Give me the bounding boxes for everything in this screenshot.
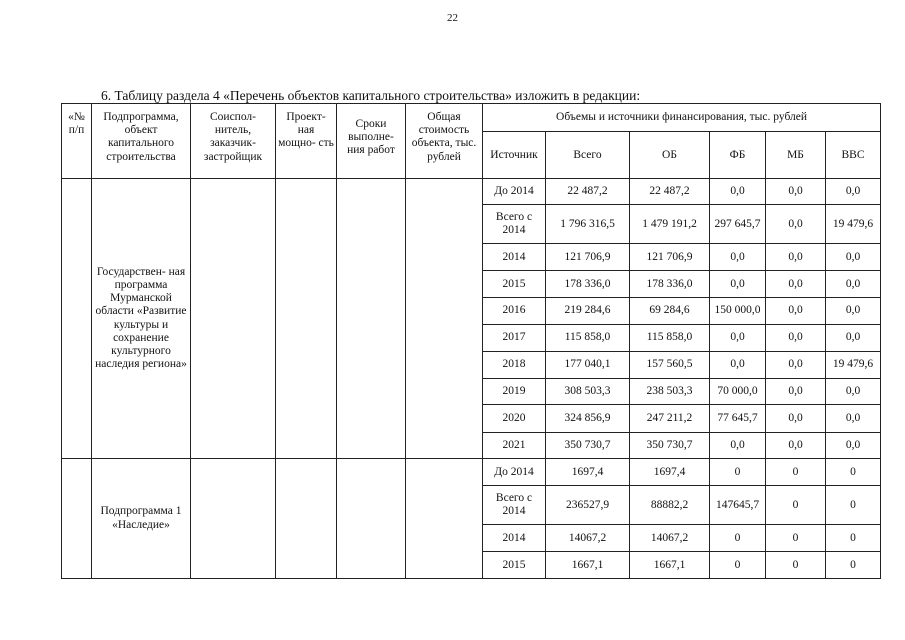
cell-fb: 0 <box>710 459 766 486</box>
cell-all: 121 706,9 <box>546 244 630 271</box>
header-capacity: Проект- ная мощно- сть <box>276 104 337 179</box>
cell-ob: 14067,2 <box>630 525 710 552</box>
cell-fb: 0,0 <box>710 432 766 458</box>
cell-fb: 70 000,0 <box>710 378 766 404</box>
header-total-cost: Общая стоимость объекта, тыс. рублей <box>406 104 483 179</box>
cell-source: 2014 <box>483 244 546 271</box>
cell-mb: 0,0 <box>766 297 826 324</box>
table-row <box>62 179 881 205</box>
cell-fb: 77 645,7 <box>710 405 766 432</box>
cell-source: 2015 <box>483 552 546 579</box>
cell-mb: 0 <box>766 486 826 525</box>
cell-ob: 121 706,9 <box>630 244 710 271</box>
cell-ob: 350 730,7 <box>630 432 710 458</box>
group-capacity-cell <box>276 179 337 459</box>
group-terms-cell <box>337 459 406 579</box>
cell-fb: 297 645,7 <box>710 205 766 244</box>
group-name: Подпрограмма 1 «Наследие» <box>92 459 191 579</box>
group-total-cost-cell <box>406 459 483 579</box>
cell-mb: 0,0 <box>766 244 826 271</box>
cell-vvs: 0 <box>826 486 881 525</box>
group-capacity-cell <box>276 459 337 579</box>
cell-mb: 0,0 <box>766 179 826 205</box>
group-executor-cell <box>191 179 276 459</box>
cell-vvs: 19 479,6 <box>826 351 881 378</box>
cell-vvs: 0,0 <box>826 378 881 404</box>
cell-source: 2015 <box>483 271 546 297</box>
cell-all: 22 487,2 <box>546 179 630 205</box>
cell-mb: 0,0 <box>766 325 826 351</box>
cell-vvs: 0 <box>826 552 881 579</box>
cell-ob: 238 503,3 <box>630 378 710 404</box>
cell-fb: 0,0 <box>710 271 766 297</box>
cell-all: 14067,2 <box>546 525 630 552</box>
cell-vvs: 0 <box>826 459 881 486</box>
cell-source: 2014 <box>483 525 546 552</box>
cell-all: 236527,9 <box>546 486 630 525</box>
cell-all: 219 284,6 <box>546 297 630 324</box>
cell-source: 2020 <box>483 405 546 432</box>
cell-all: 308 503,3 <box>546 378 630 404</box>
cell-vvs: 0,0 <box>826 297 881 324</box>
cell-ob: 247 211,2 <box>630 405 710 432</box>
header-num: «№ п/п <box>62 104 92 179</box>
cell-source: 2018 <box>483 351 546 378</box>
cell-source: До 2014 <box>483 179 546 205</box>
cell-vvs: 19 479,6 <box>826 205 881 244</box>
cell-ob: 157 560,5 <box>630 351 710 378</box>
group-name: Государствен- ная программа Мурманской области «Развитие культуры и сохранение культурного наследия региона» <box>92 179 191 459</box>
header-all: Всего <box>546 132 630 179</box>
cell-vvs: 0,0 <box>826 432 881 458</box>
cell-mb: 0,0 <box>766 405 826 432</box>
cell-mb: 0,0 <box>766 378 826 404</box>
table-row <box>62 459 881 486</box>
cell-vvs: 0,0 <box>826 325 881 351</box>
group-number-cell <box>62 179 92 459</box>
cell-all: 178 336,0 <box>546 271 630 297</box>
cell-source: До 2014 <box>483 459 546 486</box>
group-number-cell <box>62 459 92 579</box>
header-mb: МБ <box>766 132 826 179</box>
cell-vvs: 0,0 <box>826 405 881 432</box>
page-number: 22 <box>447 12 458 24</box>
cell-ob: 22 487,2 <box>630 179 710 205</box>
cell-mb: 0 <box>766 459 826 486</box>
header-ob: ОБ <box>630 132 710 179</box>
cell-fb: 147645,7 <box>710 486 766 525</box>
header-source: Источник <box>483 132 546 179</box>
cell-source: 2021 <box>483 432 546 458</box>
cell-mb: 0 <box>766 552 826 579</box>
capital-construction-table <box>61 103 881 579</box>
cell-source: Всего с 2014 <box>483 205 546 244</box>
cell-vvs: 0,0 <box>826 271 881 297</box>
group-executor-cell <box>191 459 276 579</box>
cell-ob: 115 858,0 <box>630 325 710 351</box>
cell-source: 2017 <box>483 325 546 351</box>
cell-source: 2016 <box>483 297 546 324</box>
cell-all: 350 730,7 <box>546 432 630 458</box>
cell-fb: 0 <box>710 552 766 579</box>
cell-all: 1 796 316,5 <box>546 205 630 244</box>
cell-ob: 1697,4 <box>630 459 710 486</box>
cell-fb: 0 <box>710 525 766 552</box>
header-executor: Соиспол- нитель, заказчик- застройщик <box>191 104 276 179</box>
cell-ob: 88882,2 <box>630 486 710 525</box>
cell-fb: 0,0 <box>710 244 766 271</box>
cell-fb: 0,0 <box>710 351 766 378</box>
cell-vvs: 0,0 <box>826 179 881 205</box>
cell-all: 177 040,1 <box>546 351 630 378</box>
cell-fb: 150 000,0 <box>710 297 766 324</box>
header-terms: Сроки выполне- ния работ <box>337 104 406 179</box>
cell-ob: 178 336,0 <box>630 271 710 297</box>
cell-source: Всего с 2014 <box>483 486 546 525</box>
cell-fb: 0,0 <box>710 179 766 205</box>
cell-mb: 0,0 <box>766 351 826 378</box>
cell-source: 2019 <box>483 378 546 404</box>
cell-mb: 0 <box>766 525 826 552</box>
cell-all: 1697,4 <box>546 459 630 486</box>
header-program: Подпрограмма, объект капитального строительства <box>92 104 191 179</box>
cell-all: 115 858,0 <box>546 325 630 351</box>
header-financing: Объемы и источники финансирования, тыс. рублей <box>483 104 881 132</box>
header-fb: ФБ <box>710 132 766 179</box>
intro-text: 6. Таблицу раздела 4 «Перечень объектов капитального строительства» изложить в редакции: <box>101 88 641 103</box>
header-row <box>62 104 881 132</box>
cell-ob: 1 479 191,2 <box>630 205 710 244</box>
cell-ob: 1667,1 <box>630 552 710 579</box>
header-vvs: ВВС <box>826 132 881 179</box>
cell-ob: 69 284,6 <box>630 297 710 324</box>
cell-all: 324 856,9 <box>546 405 630 432</box>
cell-vvs: 0,0 <box>826 244 881 271</box>
cell-fb: 0,0 <box>710 325 766 351</box>
cell-vvs: 0 <box>826 525 881 552</box>
cell-mb: 0,0 <box>766 271 826 297</box>
cell-all: 1667,1 <box>546 552 630 579</box>
cell-mb: 0,0 <box>766 432 826 458</box>
cell-mb: 0,0 <box>766 205 826 244</box>
group-total-cost-cell <box>406 179 483 459</box>
group-terms-cell <box>337 179 406 459</box>
